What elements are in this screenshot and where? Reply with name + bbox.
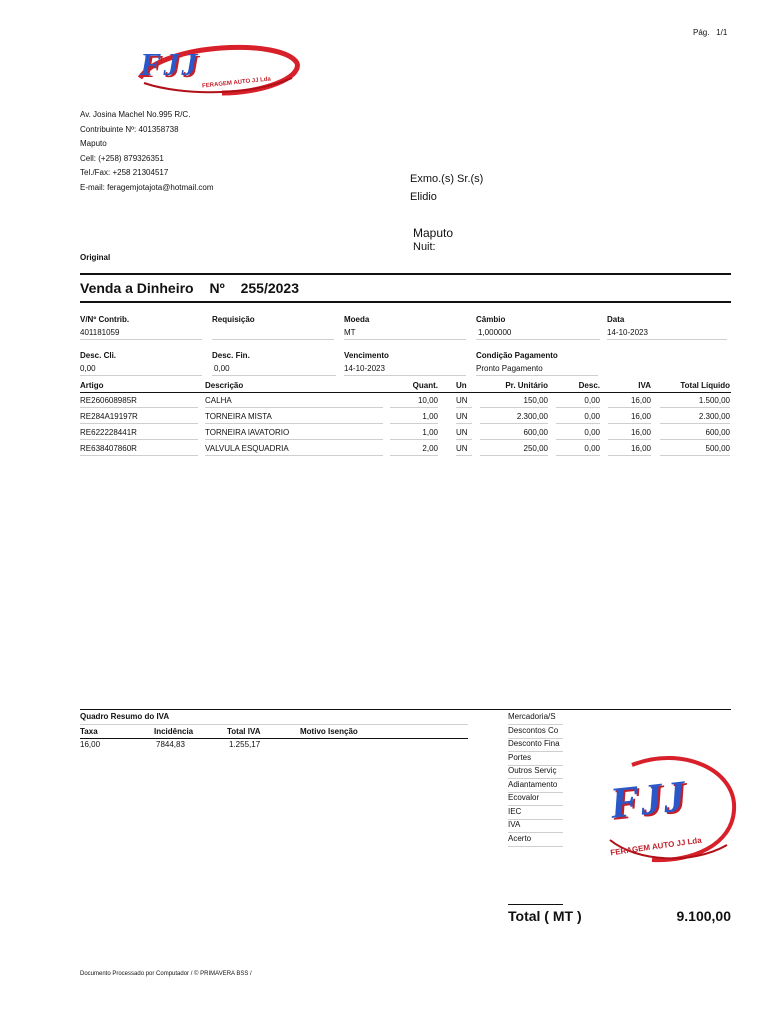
row-discount: 0,00: [556, 443, 600, 456]
payment-terms-value: Pronto Pagamento: [476, 363, 598, 376]
row-discount: 0,00: [556, 411, 600, 424]
row-total: 500,00: [660, 443, 730, 456]
customer-nuit-label: Nuit:: [413, 241, 436, 253]
payment-terms-label: Condição Pagamento: [476, 351, 558, 360]
contrib-label: V/Nº Contrib.: [80, 315, 130, 324]
contrib-value: 401181059: [80, 327, 202, 340]
col-description: Descrição: [205, 381, 244, 390]
vat-incidence-value: 7844,83: [156, 740, 185, 749]
vat-col-total: Total IVA: [227, 727, 261, 736]
customer-city: Maputo: [413, 226, 454, 240]
company-address: [80, 108, 214, 196]
date-label: Data: [607, 315, 625, 324]
vat-col-rate: Taxa: [80, 727, 98, 736]
totals-label: Mercadoria/S: [508, 711, 563, 725]
row-total: 1.500,00: [660, 395, 730, 408]
totals-label: Outros Serviç: [508, 765, 563, 779]
total-label: Total ( MT ): [508, 908, 582, 924]
totals-label: Acerto: [508, 833, 563, 847]
logo-letters: FJJ: [140, 46, 200, 82]
table-header-rule: [80, 392, 731, 393]
copy-label: Original: [80, 253, 111, 262]
row-unit: UN: [456, 427, 472, 440]
row-unit: UN: [456, 395, 472, 408]
col-article: Artigo: [80, 381, 104, 390]
row-quantity: 1,00: [390, 411, 438, 424]
totals-label: Adiantamento: [508, 779, 563, 793]
total-rule: [508, 904, 563, 905]
row-quantity: 2,00: [390, 443, 438, 456]
currency-value: MT: [344, 327, 466, 340]
row-unit: UN: [456, 411, 472, 424]
totals-label: Ecovalor: [508, 792, 563, 806]
col-unit: Un: [456, 381, 467, 390]
city-line: Maputo: [80, 139, 107, 149]
stamp-letters: FJJ: [607, 771, 689, 828]
date-value: 14-10-2023: [607, 327, 727, 340]
total-value: 9.100,00: [676, 908, 731, 924]
vat-title-underline: [80, 723, 468, 725]
row-unit: UN: [456, 443, 472, 456]
row-unit-price: 250,00: [480, 443, 548, 456]
stamp-tagline: FERAGEM AUTO JJ Lda: [609, 835, 703, 858]
col-total: Total Líquido: [680, 381, 730, 390]
col-quantity: Quant.: [412, 381, 438, 390]
vat-col-exemption: Motivo Isenção: [300, 727, 358, 736]
fin-discount-label: Desc. Fin.: [212, 351, 250, 360]
row-quantity: 10,00: [390, 395, 438, 408]
client-discount-label: Desc. Cli.: [80, 351, 117, 360]
requisition-label: Requisição: [212, 315, 255, 324]
totals-label: IVA: [508, 819, 563, 833]
row-unit-price: 2.300,00: [480, 411, 548, 424]
row-total: 600,00: [660, 427, 730, 440]
customer-salutation: Exmo.(s) Sr.(s): [410, 173, 484, 185]
logo-tagline: FERAGEM AUTO JJ Lda: [201, 76, 272, 90]
requisition-value: [212, 327, 334, 340]
summary-top-rule: [80, 709, 731, 710]
row-article: RE260608985R: [80, 395, 198, 408]
vat-rate-value: 16,00: [80, 740, 101, 749]
exchange-label: Câmbio: [476, 315, 506, 324]
due-date-label: Vencimento: [344, 351, 389, 360]
row-quantity: 1,00: [390, 427, 438, 440]
due-date-value: 14-10-2023: [344, 363, 466, 376]
row-discount: 0,00: [556, 395, 600, 408]
title-bottom-rule: [80, 301, 731, 303]
row-unit-price: 600,00: [480, 427, 548, 440]
row-total: 2.300,00: [660, 411, 730, 424]
row-vat: 16,00: [608, 443, 651, 456]
vat-col-incidence: Incidência: [154, 727, 194, 736]
row-description: VALVULA ESQUADRIA: [205, 443, 383, 456]
exchange-value: 1,000000: [476, 327, 600, 340]
col-vat: IVA: [638, 381, 651, 390]
page-number: Pág. 1/1: [693, 28, 728, 37]
document-title: Venda a Dinheiro Nº 255/2023: [80, 280, 300, 296]
client-discount-value: 0,00: [80, 363, 202, 376]
company-stamp: [602, 750, 742, 870]
row-article: RE622228441R: [80, 427, 198, 440]
vat-summary-title: Quadro Resumo do IVA: [80, 712, 170, 721]
phone-line: Tel./Fax: +258 21304517: [80, 168, 169, 178]
row-vat: 16,00: [608, 395, 651, 408]
row-discount: 0,00: [556, 427, 600, 440]
totals-label: Desconto Fina: [508, 738, 563, 752]
col-discount: Desc.: [578, 381, 600, 390]
email-line: E-mail: feragemjotajota@hotmail.com: [80, 182, 214, 192]
vat-header-rule: [80, 738, 468, 739]
row-article: RE284A19197R: [80, 411, 198, 424]
row-vat: 16,00: [608, 411, 651, 424]
totals-label: Portes: [508, 752, 563, 766]
row-unit-price: 150,00: [480, 395, 548, 408]
cell-line: Cell: (+258) 879326351: [80, 153, 164, 163]
title-top-rule: [80, 273, 731, 275]
vat-total-value: 1.255,17: [229, 740, 261, 749]
fin-discount-value: 0,00: [212, 363, 336, 376]
footer-note: Documento Processado por Computador / © PRIMAVERA BSS /: [80, 971, 252, 977]
customer-name: Elidio: [410, 191, 437, 203]
row-description: TORNEIRA MISTA: [205, 411, 383, 424]
row-description: CALHA: [205, 395, 383, 408]
totals-label: Descontos Co: [508, 725, 563, 739]
currency-label: Moeda: [344, 315, 370, 324]
row-article: RE638407860R: [80, 443, 198, 456]
address-line: Av. Josina Machel No.995 R/C.: [80, 110, 191, 119]
totals-label: IEC: [508, 806, 563, 820]
col-unit-price: Pr. Unitário: [505, 381, 548, 390]
row-description: TORNEIRA lAVATORIO: [205, 427, 383, 440]
tax-id-line: Contribuinte Nº: 401358738: [80, 124, 179, 134]
row-vat: 16,00: [608, 427, 651, 440]
company-logo: [132, 38, 302, 98]
